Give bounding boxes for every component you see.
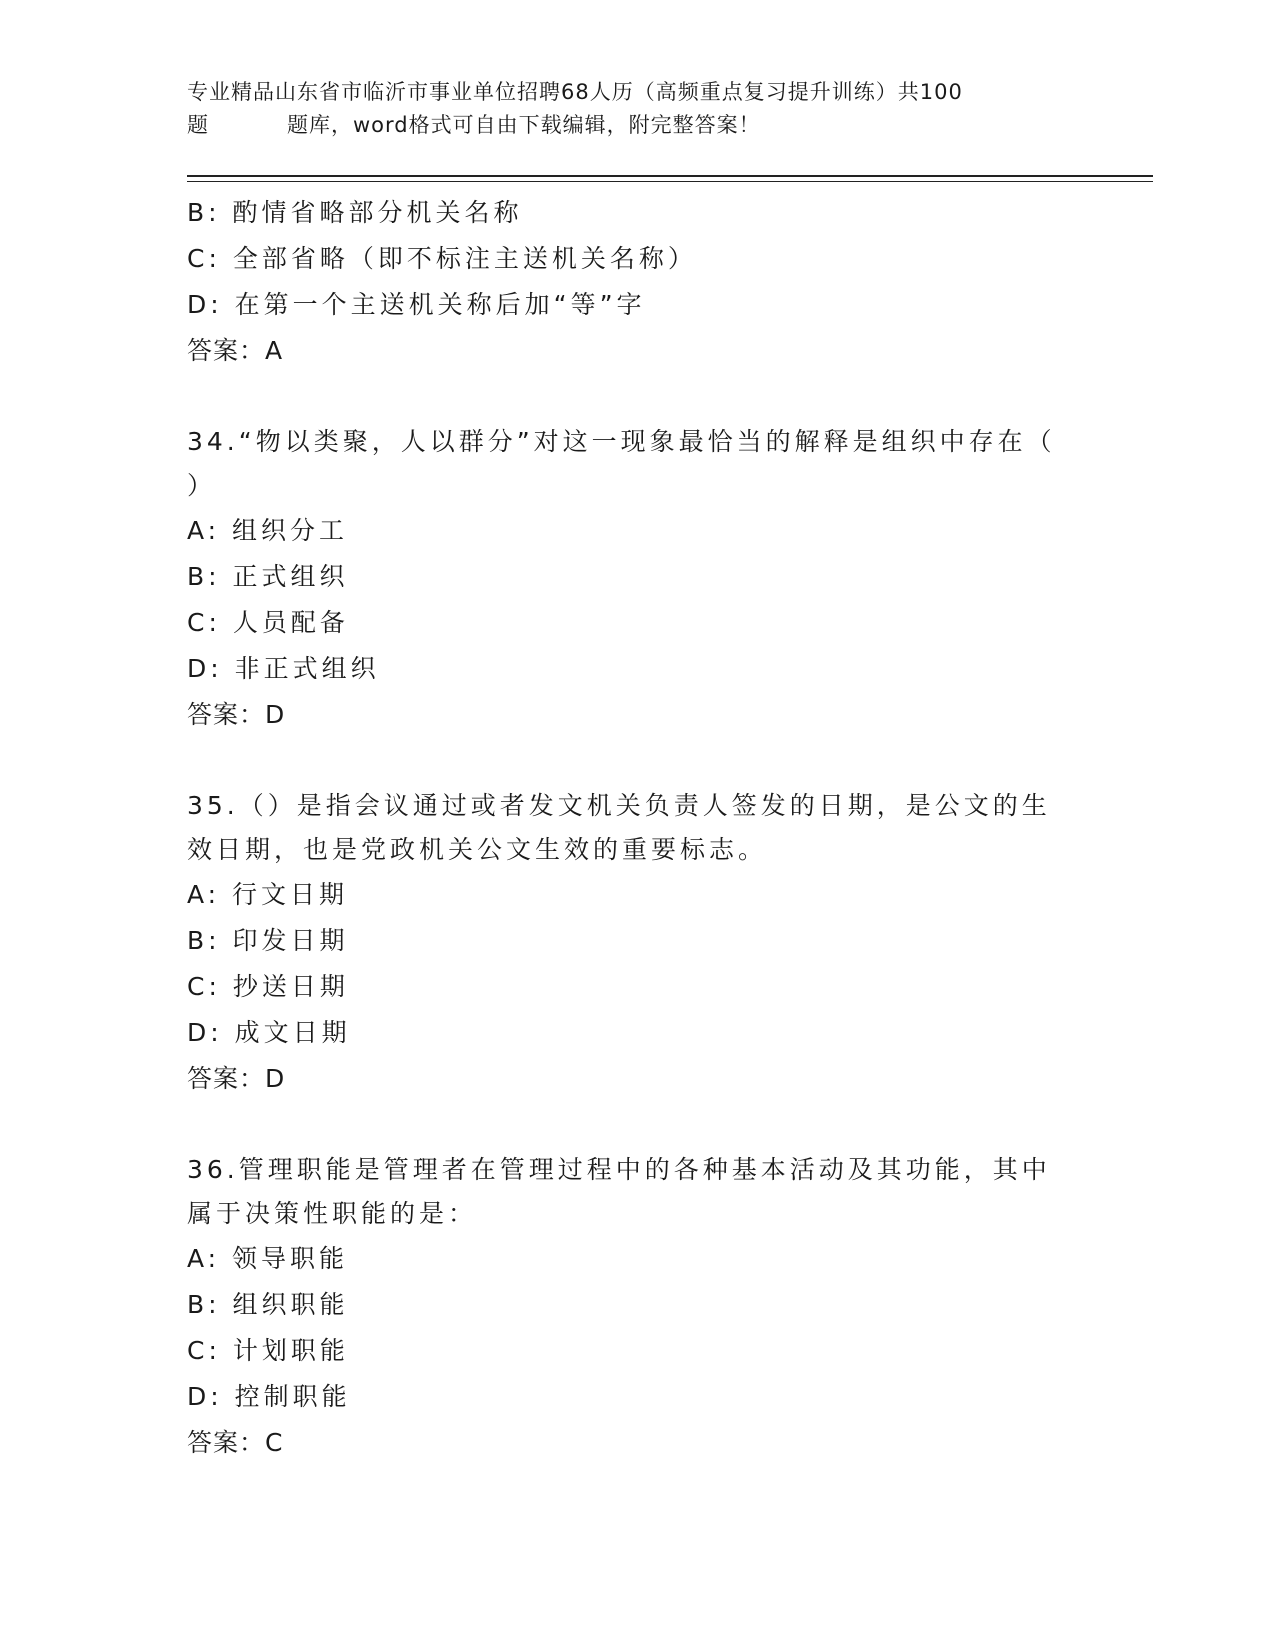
header-title-line2-right: 题库，word格式可自由下载编辑，附完整答案！: [287, 113, 761, 137]
question-stem: 35.（）是指会议通过或者发文机关负责人签发的日期，是公文的生效日期，也是党政机关公文生效的重要标志。: [187, 791, 1051, 864]
spacer: [187, 374, 1087, 420]
question-35: [187, 784, 1087, 1102]
option-c: C: 人员配备: [187, 608, 349, 637]
spacer: [187, 738, 1087, 784]
option-d: D: 在第一个主送机关称后加“等”字: [187, 290, 646, 319]
option-b: B: 组织职能: [187, 1290, 349, 1319]
option-c: C: 计划职能: [187, 1336, 349, 1365]
header-title-line2-left: 题: [187, 113, 209, 137]
header-divider-thin: [187, 181, 1153, 182]
question-list: [187, 190, 1087, 1466]
option-a: A: 领导职能: [187, 1244, 349, 1273]
header-divider-thick: [187, 175, 1153, 177]
option-c: C: 全部省略（即不标注主送机关名称）: [187, 244, 697, 273]
spacer: [187, 1102, 1087, 1148]
option-a: A: 组织分工: [187, 516, 349, 545]
document-header: [187, 76, 1067, 142]
answer-label: 答案：D: [187, 1064, 286, 1093]
option-d: D: 控制职能: [187, 1382, 351, 1411]
question-stem: 34.“物以类聚，人以群分”对这一现象最恰当的解释是组织中存在（ ）: [187, 427, 1056, 500]
question-36: [187, 1148, 1087, 1466]
option-d: D: 成文日期: [187, 1018, 351, 1047]
option-d: D: 非正式组织: [187, 654, 380, 683]
question-34: [187, 420, 1087, 738]
header-title-line1: 专业精品山东省市临沂市事业单位招聘68人历（高频重点复习提升训练）共100: [187, 80, 963, 104]
option-a: A: 行文日期: [187, 880, 349, 909]
answer-label: 答案：A: [187, 336, 284, 365]
option-b: B: 正式组织: [187, 562, 349, 591]
answer-label: 答案：C: [187, 1428, 284, 1457]
option-c: C: 抄送日期: [187, 972, 349, 1001]
header-title-line2: [187, 109, 1067, 142]
answer-label: 答案：D: [187, 700, 286, 729]
question-stem: 36.管理职能是管理者在管理过程中的各种基本活动及其功能，其中属于决策性职能的是：: [187, 1155, 1051, 1228]
question-33-tail: [187, 190, 1087, 374]
option-b: B: 印发日期: [187, 926, 349, 955]
option-b: B: 酌情省略部分机关名称: [187, 198, 523, 227]
